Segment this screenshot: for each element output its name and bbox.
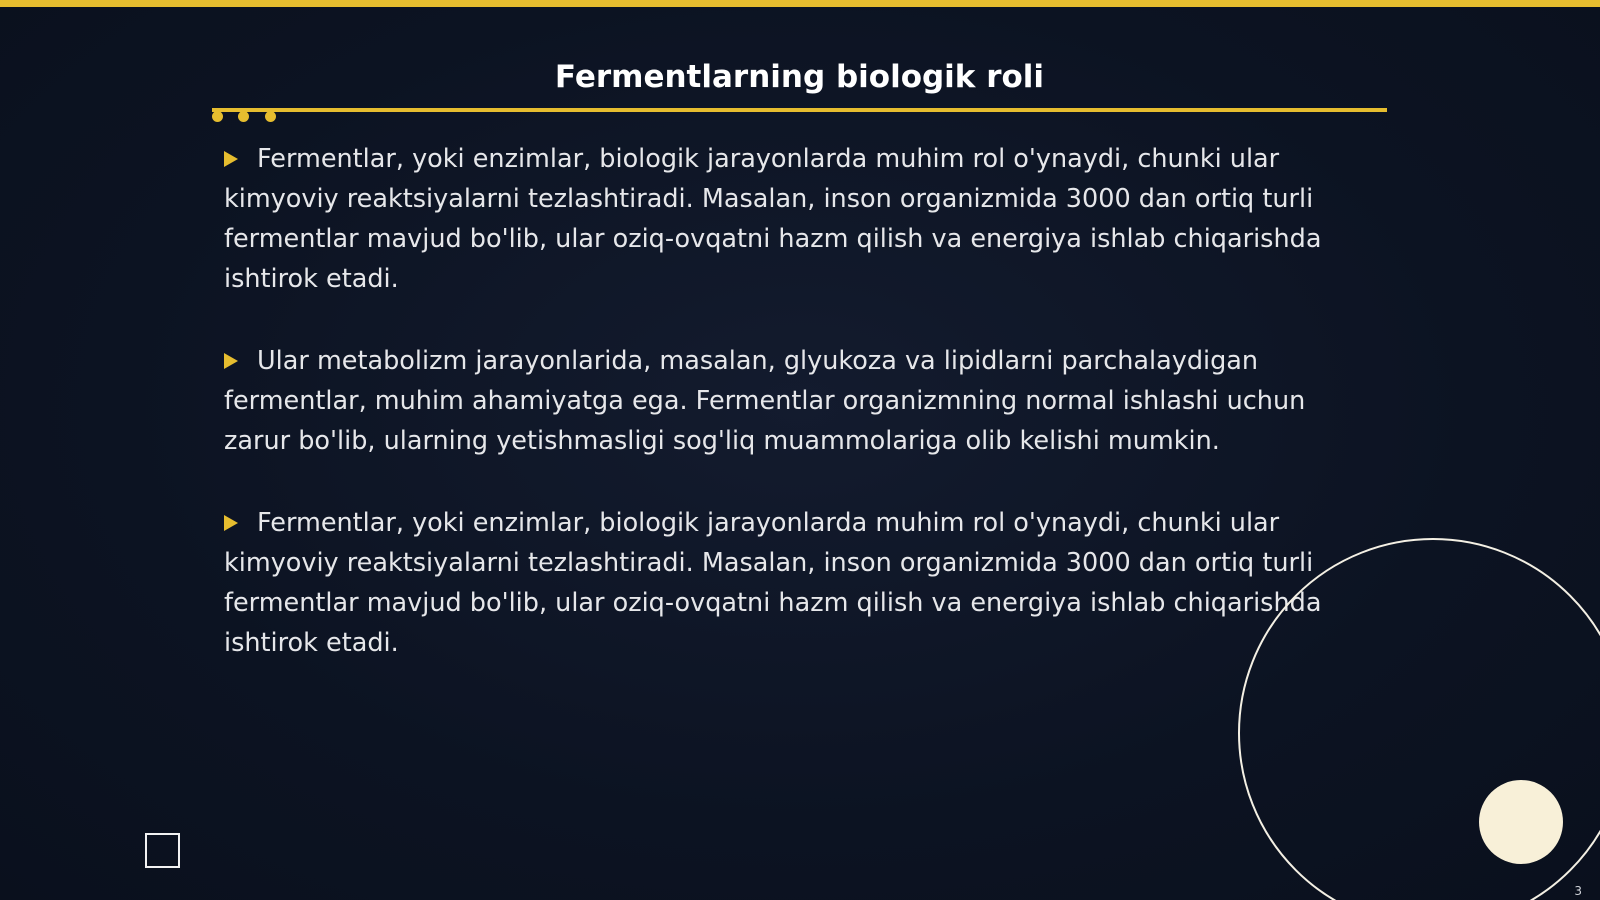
circle-filled-icon	[1479, 780, 1563, 864]
page-number: 3	[1574, 884, 1582, 898]
title-underline	[212, 108, 1387, 112]
square-outline-icon	[145, 833, 180, 868]
triangle-right-icon	[224, 353, 238, 369]
bullet-text: Fermentlar, yoki enzimlar, biologik jarayonlarda muhim rol o'ynaydi, chunki ular kimyoviy reaktsiyalarni tezlashtiradi. Masalan, inson organizmida 3000 dan ortiq turli fermentlar mavjud bo'lib, ular oziq-ovqatni hazm qilish va energiya ishlab chiqarishda ishtirok etadi.	[224, 508, 1322, 658]
bullet-item	[224, 341, 1374, 461]
bullet-text: Fermentlar, yoki enzimlar, biologik jarayonlarda muhim rol o'ynaydi, chunki ular kimyoviy reaktsiyalarni tezlashtiradi. Masalan, inson organizmida 3000 dan ortiq turli fermentlar mavjud bo'lib, ular oziq-ovqatni hazm qilish va energiya ishlab chiqarishda ishtirok etadi.	[224, 144, 1322, 294]
bullet-text: Ular metabolizm jarayonlarida, masalan, glyukoza va lipidlarni parchalaydigan fermentlar, muhim ahamiyatga ega. Fermentlar organizmning normal ishlashi uchun zarur bo'lib, ularning yetishmasligi sog'liq muammolariga olib kelishi mumkin.	[224, 346, 1306, 456]
top-accent-bar	[0, 0, 1600, 7]
triangle-right-icon	[224, 515, 238, 531]
bullet-item	[224, 139, 1374, 299]
bullet-list	[224, 139, 1374, 705]
underline-dot	[212, 111, 223, 122]
slide-title: Fermentlarning biologik roli	[554, 59, 1045, 95]
underline-dot	[265, 111, 276, 122]
triangle-right-icon	[224, 151, 238, 167]
underline-dot	[238, 111, 249, 122]
bullet-item	[224, 503, 1374, 663]
